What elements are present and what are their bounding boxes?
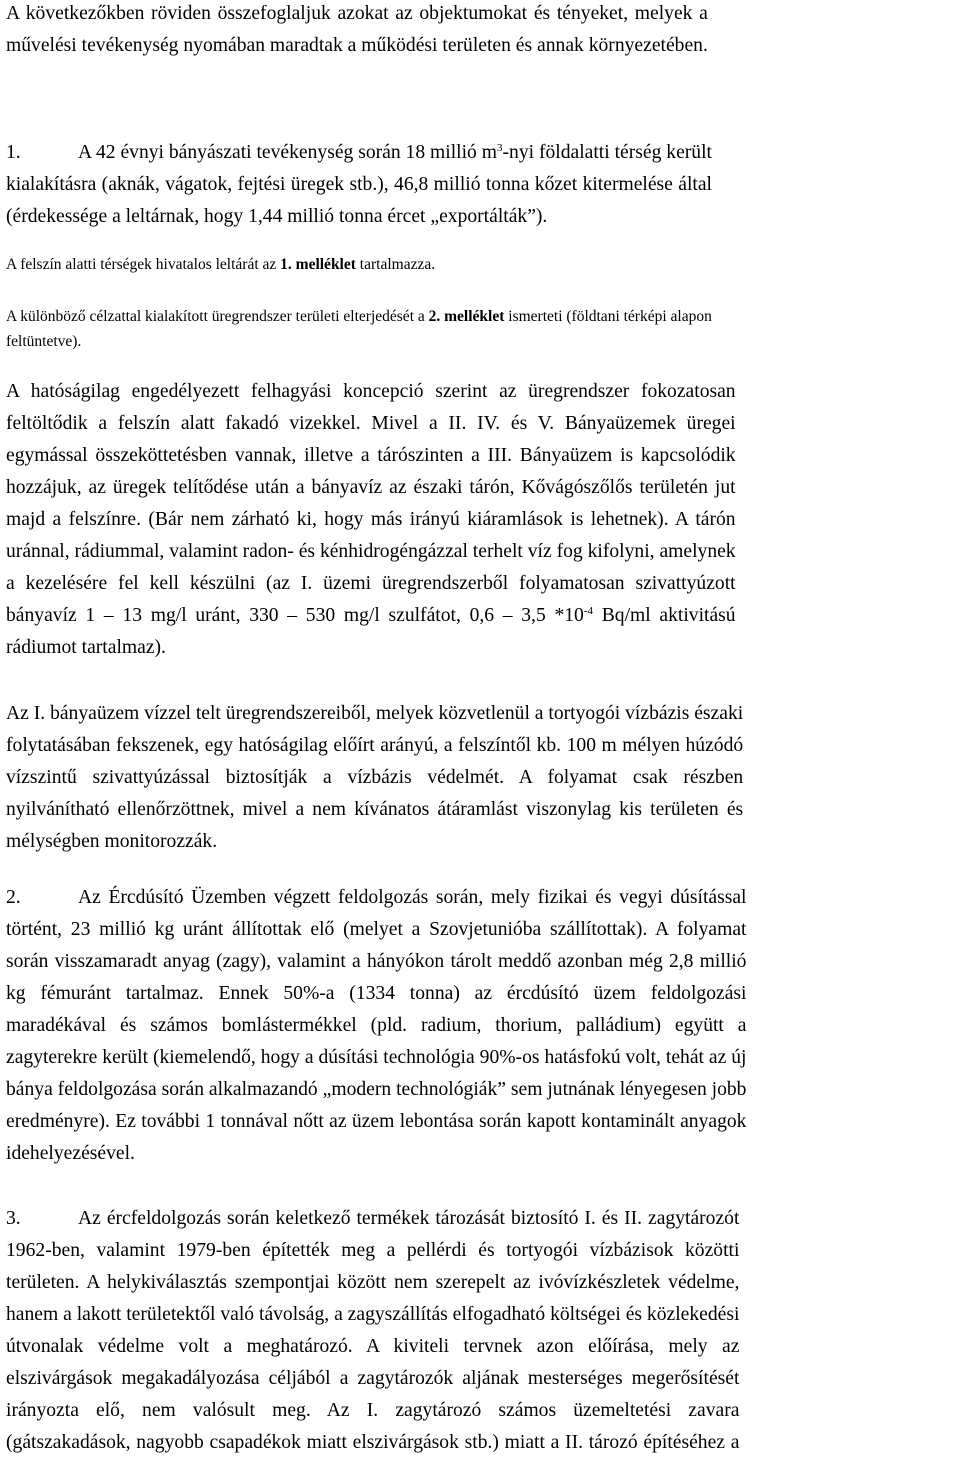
section-1-line: kialakításra (aknák, vágatok, fejtési üregek stb.), 46,8 millió tonna kőzet kitermelése által	[6, 174, 712, 195]
paragraph-line: nyilvánítható ellenőrzöttnek, mivel a nem kívánatos átáramlást viszonylag kis területen és	[6, 799, 744, 820]
paragraph-line: kg fémuránt tartalmaz. Ennek 50%-a (1334 tonna) az ércdúsító üzem feldolgozási	[6, 983, 747, 1004]
paragraph-text: bányavíz 1 – 13 mg/l uránt, 330 – 530 mg/l szulfátot, 0,6 – 3,5 *10	[6, 605, 584, 626]
paragraph-line: zagyterekre került (kiemelendő, hogy a dúsítási technológia 90%-os hatásfokú volt, tehát az új	[6, 1047, 747, 1068]
paragraph-text: Az Ércdúsító Üzemben végzett feldolgozás során, mely fizikai és vegyi dúsítással	[78, 887, 747, 908]
section-1-first-line	[6, 137, 712, 169]
paragraph-text: Bq/ml aktivitású	[593, 605, 736, 626]
annex-reference: 1. melléklet	[280, 256, 356, 273]
paragraph-line: bánya feldolgozása során alkalmazandó „modern technológiák” sem jutnának lényegesen jobb	[6, 1079, 747, 1100]
paragraph-line: területen. A helykiválasztás szempontjai között nem szerepelt az ivóvízkészletek védelme,	[6, 1272, 740, 1293]
annex-reference: 2. melléklet	[428, 308, 505, 325]
paragraph-line: egymással összeköttetésben vannak, illetve a tárószinten a III. Bányaüzem is kapcsolódik	[6, 445, 736, 466]
section-1-text: -nyi földalatti térség került	[502, 142, 712, 163]
paragraph-line: hozzájuk, az üregek telítődése után a bányavíz az északi tárón, Kővágószőlős területén jut	[6, 477, 736, 498]
flooding-paragraph	[6, 376, 736, 664]
section-number: 3.	[6, 1208, 21, 1229]
section-2-first-line	[6, 882, 746, 914]
intro-line: A következőkben röviden összefoglaljuk azokat az objektumokat és tényeket, melyek a	[6, 3, 708, 24]
section-number: 1.	[6, 142, 21, 163]
paragraph-line: vízszintű szivattyúzással biztosítják a vízbázis védelmét. A folyamat csak részben	[6, 767, 744, 788]
paragraph-line: történt, 23 millió kg uránt állítottak elő (melyet a Szovjetunióba szállítottak). A folyamat	[6, 919, 747, 940]
paragraph-line: maradékával és számos bomlástermékkel (pld. radium, thorium, palládium) együtt a	[6, 1015, 747, 1036]
annex-note-text: ismerteti (földtani térképi alapon	[504, 308, 712, 325]
annex-1-note	[6, 252, 435, 277]
paragraph-line: mélységben monitorozzák.	[6, 831, 218, 852]
paragraph-line: Az I. bányaüzem vízzel telt üregrendszereiből, melyek közvetlenül a tortyogói vízbázis északi	[6, 703, 744, 724]
paragraph-line: (gátszakadások, nagyobb csapadékok miatt elszivárgások stb.) miatt a II. tározó építéséhez a	[6, 1432, 740, 1453]
paragraph-line: elszivárgások megakadályozása céljából a zagytározók aljának mesterséges megerősítését	[6, 1368, 740, 1389]
superscript: 3	[497, 142, 503, 154]
annex-note-text: feltüntetve).	[6, 333, 82, 350]
paragraph-line: folytatásában fekszenek, egy hatóságilag előírt arányú, a felszíntől kb. 100 m mélyen húzódó	[6, 735, 744, 756]
paragraph-line: során visszamaradt anyag (zagy), valamint a hányókon tárolt meddő azonban még 2,8 millió	[6, 951, 747, 972]
annex-note-text: A felszín alatti térségek hivatalos leltárát az	[6, 256, 281, 273]
paragraph-line: uránnal, rádiummal, valamint radon- és kénhidrogéngázzal terhelt víz fog kifolyni, amelynek	[6, 541, 736, 562]
paragraph-line: útvonalak védelme volt a meghatározó. A kiviteli tervnek azon előírása, mely az	[6, 1336, 740, 1357]
section-2-paragraph	[6, 882, 746, 1170]
paragraph-line: a kezelésére fel kell készülni (az I. üzemi üregrendszerből folyamatosan szivattyúzott	[6, 573, 736, 594]
paragraph-line: eredményre). Ez további 1 tonnával nőtt az üzem lebontása során kapott kontaminált anyagok	[6, 1111, 747, 1132]
section-3-paragraph	[6, 1203, 739, 1459]
superscript: -4	[583, 605, 594, 617]
paragraph-line: feltöltődik a felszín alatt fakadó vizekkel. Mivel a II. IV. és V. Bányaüzemek üregei	[6, 413, 736, 434]
section-3-first-line	[6, 1203, 739, 1235]
annex-note-text: A különböző célzattal kialakított üregrendszer területi elterjedését a	[6, 308, 429, 325]
paragraph-line: A hatóságilag engedélyezett felhagyási koncepció szerint az üregrendszer fokozatosan	[6, 381, 736, 402]
section-number: 2.	[6, 887, 21, 908]
section-1-text: A 42 évnyi bányászati tevékenység során 18 millió m	[78, 142, 497, 163]
paragraph-line: 1962-ben, valamint 1979-ben építették meg a pellérdi és tortyogói vízbázisok közötti	[6, 1240, 740, 1261]
paragraph-line	[6, 600, 736, 632]
section-1-paragraph	[6, 137, 712, 233]
mine-1-paragraph	[6, 698, 743, 858]
annex-note-text: tartalmazza.	[355, 256, 436, 273]
paragraph-line: idehelyezésével.	[6, 1143, 135, 1164]
section-1-line: (érdekessége a leltárnak, hogy 1,44 millió tonna ércet „exportálták”).	[6, 206, 548, 227]
paragraph-line: hanem a lakott területektől való távolság, a zagyszállítás elfogadható költségei és közlekedési	[6, 1304, 740, 1325]
intro-paragraph	[6, 0, 708, 62]
annex-2-note	[6, 304, 712, 354]
paragraph-line: rádiumot tartalmaz).	[6, 637, 166, 658]
intro-line: művelési tevékenység nyomában maradtak a működési területen és annak környezetében.	[6, 35, 708, 56]
paragraph-line: majd a felszínre. (Bár nem zárható ki, hogy más irányú kiáramlások is lehetnek). A tárón	[6, 509, 736, 530]
paragraph-line: irányozta elő, nem valósult meg. Az I. zagytározó számos üzemeltetési zavara	[6, 1400, 740, 1421]
paragraph-text: Az ércfeldolgozás során keletkező termékek tározását biztosító I. és II. zagytározót	[78, 1208, 740, 1229]
